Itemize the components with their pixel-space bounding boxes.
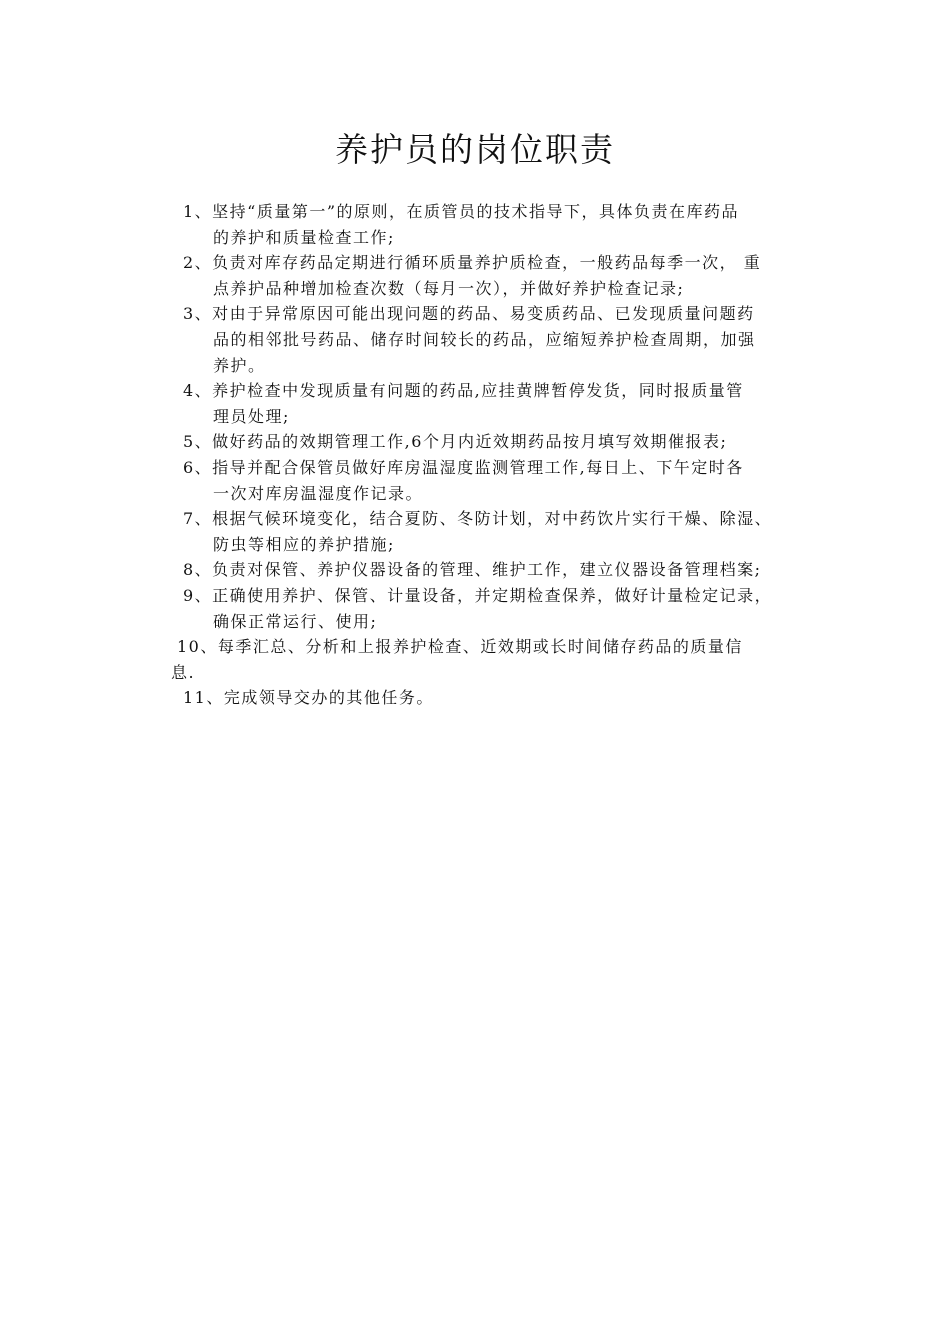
duty-line: 的养护和质量检查工作; bbox=[213, 227, 395, 247]
duty-item-9 bbox=[171, 583, 823, 634]
duty-line: 理员处理; bbox=[213, 406, 290, 426]
duty-item-6 bbox=[171, 455, 823, 506]
duties-list bbox=[171, 199, 823, 711]
duty-item-8 bbox=[171, 557, 823, 583]
duty-item-3 bbox=[171, 301, 823, 378]
duty-line: 3、对由于异常原因可能出现问题的药品、易变质药品、已发现质量问题药 bbox=[183, 304, 755, 324]
duty-line: 息. bbox=[171, 662, 196, 682]
duty-item-10 bbox=[171, 634, 823, 685]
duty-line: 确保正常运行、使用; bbox=[213, 611, 378, 631]
page-title: 养护员的岗位职责 bbox=[335, 130, 615, 169]
duty-line: 11、完成领导交办的其他任务。 bbox=[183, 688, 434, 708]
duty-line: 10、每季汇总、分析和上报养护检查、近效期或长时间储存药品的质量信 bbox=[177, 637, 743, 657]
duty-line: 5、做好药品的效期管理工作,6个月内近效期药品按月填写效期催报表; bbox=[183, 432, 728, 452]
duty-line: 6、指导并配合保管员做好库房温湿度监测管理工作,每日上、下午定时各 bbox=[183, 457, 744, 477]
duty-item-11 bbox=[171, 685, 823, 711]
duty-line: 8、负责对保管、养护仪器设备的管理、维护工作，建立仪器设备管理档案; bbox=[183, 560, 762, 580]
duty-line: 养护。 bbox=[213, 355, 266, 375]
duty-line: 7、根据气候环境变化，结合夏防、冬防计划，对中药饮片实行干燥、除湿、 bbox=[183, 509, 773, 529]
duty-item-4 bbox=[171, 378, 823, 429]
duty-line: 4、养护检查中发现质量有问题的药品,应挂黄牌暂停发货，同时报质量管 bbox=[183, 381, 744, 401]
duty-item-2 bbox=[171, 250, 823, 301]
duty-line: 9、正确使用养护、保管、计量设备，并定期检查保养，做好计量检定记录， bbox=[183, 585, 773, 605]
duty-line: 点养护品种增加检查次数（每月一次），并做好养护检查记录; bbox=[213, 278, 685, 298]
duty-line: 1、坚持“质量第一”的原则，在质管员的技术指导下，具体负责在库药品 bbox=[183, 202, 740, 221]
duty-item-1 bbox=[171, 199, 823, 250]
duty-item-5 bbox=[171, 429, 823, 455]
duty-item-7 bbox=[171, 506, 823, 557]
duty-line: 2、负责对库存药品定期进行循环质量养护质检查，一般药品每季一次， 重 bbox=[183, 253, 762, 273]
duty-line: 一次对库房温湿度作记录。 bbox=[213, 483, 424, 503]
duty-line: 防虫等相应的养护措施; bbox=[213, 534, 395, 554]
duty-line: 品的相邻批号药品、储存时间较长的药品，应缩短养护检查周期，加强 bbox=[213, 329, 756, 349]
